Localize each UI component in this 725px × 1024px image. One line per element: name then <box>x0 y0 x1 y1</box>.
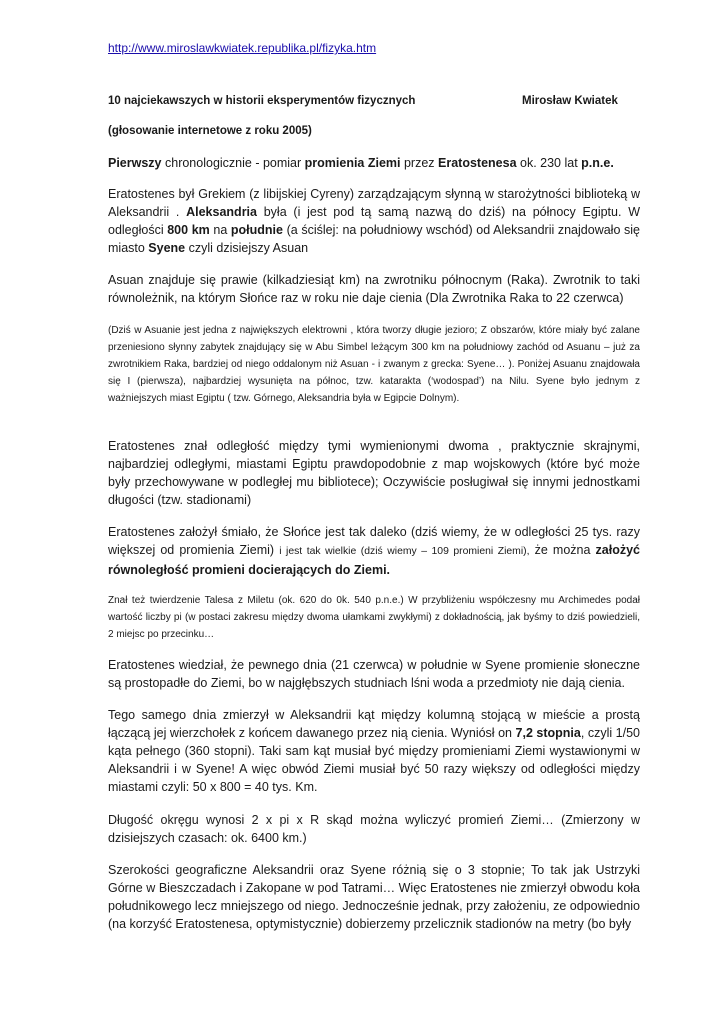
bio-distance: 800 km <box>167 223 210 237</box>
paragraph-thales-note: Znał też twierdzenie Talesa z Miletu (ok. 620 do 0k. 540 p.n.e.) W przybliżeniu współczesny mu Archimedes podał wartość liczby pi (w postaci zakresu między dwoma ułamkami zwykłymi) z dokładnością, jak byśmy to dziś powiedzieli, 2 miejsc po przecinku… <box>108 595 640 640</box>
bio-alexandria: Aleksandria <box>186 205 257 219</box>
document-subtitle: (głosowanie internetowe z roku 2005) <box>108 125 312 137</box>
bio-text-2: była (i jest pod tą samą nazwą do dziś) na północy Egiptu. W odległości <box>108 205 640 237</box>
paragraph-sun-assumption <box>108 523 640 579</box>
bio-south: południe <box>230 223 283 237</box>
measure-text-1: Tego samego dnia zmierzył w Aleksandrii kąt między kolumną stojącą w mieście a prostą łączącą jej wierzchołek z końcem dawanego przez nią cienia. Wyniósł on <box>108 708 640 740</box>
paragraph-aswan-note: (Dziś w Asuanie jest jedna z największych elektrowni , która tworzy długie jezioro; Z obszarów, które miały być zalane przeniesiono słynny zabytek znajdujący się w Abu Simbel leżącym 300 km na południowy zachód od Asuanu – już za zwrotnikiem Raka, bardziej od niego oddalonym niż Asuan - i zwanym z grecka: Syene… ). Poniżej Asuanu znajdowała się I (pierwsza), najbardziej wysunięta na północ, tzw. katarakta (‘wodospad’) na Nilu. Syene było jednym z ważniejszych miast Egiptu ( tzw. Górnego, Aleksandria była w Egipcie Dolnym). <box>108 325 640 404</box>
intro-text-2: przez <box>400 156 439 170</box>
measure-text-2: , czyli 1/50 kąta pełnego (360 stopni). Taki sam kąt musiał być między promieniami Ziemi wystawionymi w Aleksandrii i w Syene! A więc obwód Ziemi musiał być 50 razy większy od odległości między miastami czyli: 50 x 800 = 40 tys. Km. <box>108 726 640 794</box>
sun-parallel-rays: założyć równoległość promieni docierających do Ziemi. <box>108 543 641 577</box>
document-author: Mirosław Kwiatek <box>522 95 618 107</box>
bio-text-4: (a ściślej: na południowy wschód) od Aleksandrii znajdowało się miasto <box>108 223 640 255</box>
bio-text-1: Eratostenes był Grekiem (z libijskiej Cyreny) zarządzającym słynną w starożytności biblioteką w Aleksandrii . <box>108 187 640 219</box>
sun-text-3: że można <box>529 543 596 557</box>
intro-bce: p.n.e. <box>581 156 614 170</box>
paragraph-measurement <box>108 706 640 796</box>
paragraph-eratosthenes-bio <box>108 185 640 257</box>
paragraph-latitudes: Szerokości geograficzne Aleksandrii oraz Syene różnią się o 3 stopnie; To tak jak Ustrzyki Górne w Bieszczadach i Zakopane w pod Tatrami… Więc Eratostenes nie zmierzył obwodu koła południkowego lecz mniejszego od niego. Jednocześnie jednak, przy założeniu, ze odpowiednio (na korzyść Eratostenesa, optymistycznie) dobierzemy przelicznik stadionów na metry (bo były <box>108 863 640 931</box>
intro-text-1: chronologicznie - pomiar <box>161 156 305 170</box>
document-title: 10 najciekawszych w historii eksperymentów fizycznych <box>108 95 416 107</box>
measure-angle: 7,2 stopnia <box>515 726 581 740</box>
bio-text-5: czyli dzisiejszy Asuan <box>185 241 309 255</box>
document-title-line <box>108 92 640 110</box>
bio-text-3: na <box>209 223 231 237</box>
intro-text-3: ok. 230 lat <box>516 156 582 170</box>
paragraph-circumference: Długość okręgu wynosi 2 x pi x R skąd można wyliczyć promień Ziemi… (Zmierzony w dzisiejszych czasach: ok. 6400 km.) <box>108 813 640 845</box>
intro-earth-radius: promienia Ziemi <box>304 156 401 170</box>
paragraph-intro <box>108 154 640 172</box>
bio-syene: Syene <box>148 241 186 255</box>
paragraph-syene-noon: Eratostenes wiedział, że pewnego dnia (21 czerwca) w południe w Syene promienie słoneczne są prostopadłe do Ziemi, bo w najgłębszych studniach lśni woda a przedmioty nie dają cienia. <box>108 658 640 690</box>
sun-text-1: Eratostenes założył śmiało, że Słońce jest tak daleko (dziś wiemy, że w odległości 25 tys. razy większej od promienia Ziemi) <box>108 525 640 557</box>
intro-first: Pierwszy <box>108 156 162 170</box>
sun-text-2: i jest tak wielkie (dziś wiemy – 109 promieni Ziemi), <box>279 546 530 557</box>
paragraph-tropic: Asuan znajduje się prawie (kilkadziesiąt km) na zwrotniku północnym (Raka). Zwrotnik to taki równoleżnik, na którym Słońce raz w roku nie daje cienia (Dla Zwrotnika Raka to 22 czerwca) <box>108 273 640 305</box>
intro-eratosthenes: Eratostenesa <box>438 156 517 170</box>
paragraph-distance-knowledge: Eratostenes znał odległość między tymi wymienionymi dwoma , praktycznie skrajnymi, najbardziej odległymi, miastami Egiptu prawdopodobnie z map wojskowych (które być może były przechowywane w podległej mu bibliotece); Oczywiście posługiwał się innymi jednostkami długości (tzw. stadionami) <box>108 439 640 507</box>
source-url-link[interactable]: http://www.miroslawkwiatek.republika.pl/fizyka.htm <box>108 41 377 55</box>
